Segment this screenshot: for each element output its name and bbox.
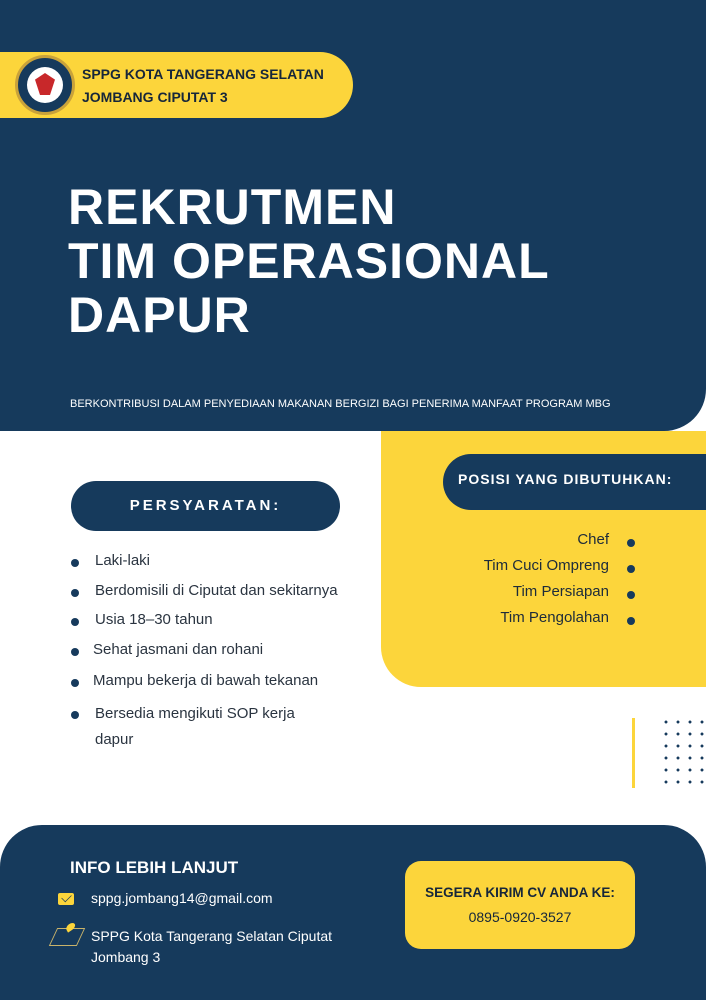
- bullet-icon: [627, 565, 635, 573]
- bullet-icon: [71, 559, 79, 567]
- positions-heading: POSISI YANG DIBUTUHKAN:: [443, 454, 706, 510]
- decorative-line: [632, 718, 635, 788]
- mail-icon: [58, 893, 74, 905]
- requirements-heading: PERSYARATAN:: [71, 481, 340, 531]
- title-line: TIM OPERASIONAL: [68, 233, 550, 289]
- position-item: Tim Pengolahan: [500, 609, 609, 626]
- bullet-icon: [71, 589, 79, 597]
- position-item: Tim Cuci Ompreng: [483, 557, 609, 574]
- requirement-item: Usia 18–30 tahun: [95, 611, 213, 628]
- bullet-icon: [627, 617, 635, 625]
- info-heading: INFO LEBIH LANJUT: [70, 858, 239, 877]
- position-item: Tim Persiapan: [512, 583, 609, 600]
- bullet-icon: [71, 711, 79, 719]
- title-line: REKRUTMEN: [68, 179, 397, 235]
- bullet-icon: [627, 539, 635, 547]
- bullet-icon: [627, 591, 635, 599]
- cta-box: [405, 861, 635, 949]
- subtitle: BERKONTRIBUSI DALAM PENYEDIAAN MAKANAN BERGIZI BAGI PENERIMA MANFAAT PROGRAM MBG: [70, 398, 611, 410]
- requirement-item: Bersedia mengikuti SOP kerja dapur: [95, 705, 295, 748]
- org-name-line2: JOMBANG CIPUTAT 3: [82, 89, 228, 105]
- address: SPPG Kota Tangerang Selatan Ciputat Jombang 3: [91, 928, 333, 965]
- email-link[interactable]: sppg.jombang14@gmail.com: [91, 890, 273, 906]
- requirement-item: Laki-laki: [95, 552, 151, 569]
- bullet-icon: [71, 679, 79, 687]
- requirement-item: Berdomisili di Ciputat dan sekitarnya: [95, 582, 338, 599]
- requirement-item: Sehat jasmani dan rohani: [93, 641, 264, 658]
- org-name-line1: SPPG KOTA TANGERANG SELATAN: [82, 66, 324, 82]
- cta-heading: SEGERA KIRIM CV ANDA KE:: [425, 885, 615, 900]
- page-title: [68, 180, 550, 342]
- title-line: DAPUR: [68, 287, 251, 343]
- dot-pattern: [660, 716, 706, 790]
- position-item: Chef: [577, 531, 609, 548]
- bullet-icon: [71, 618, 79, 626]
- bullet-icon: [71, 648, 79, 656]
- phone-number[interactable]: 0895-0920-3527: [468, 909, 572, 925]
- requirement-item: Mampu bekerja di bawah tekanan: [93, 672, 319, 689]
- logo-icon: [15, 55, 75, 115]
